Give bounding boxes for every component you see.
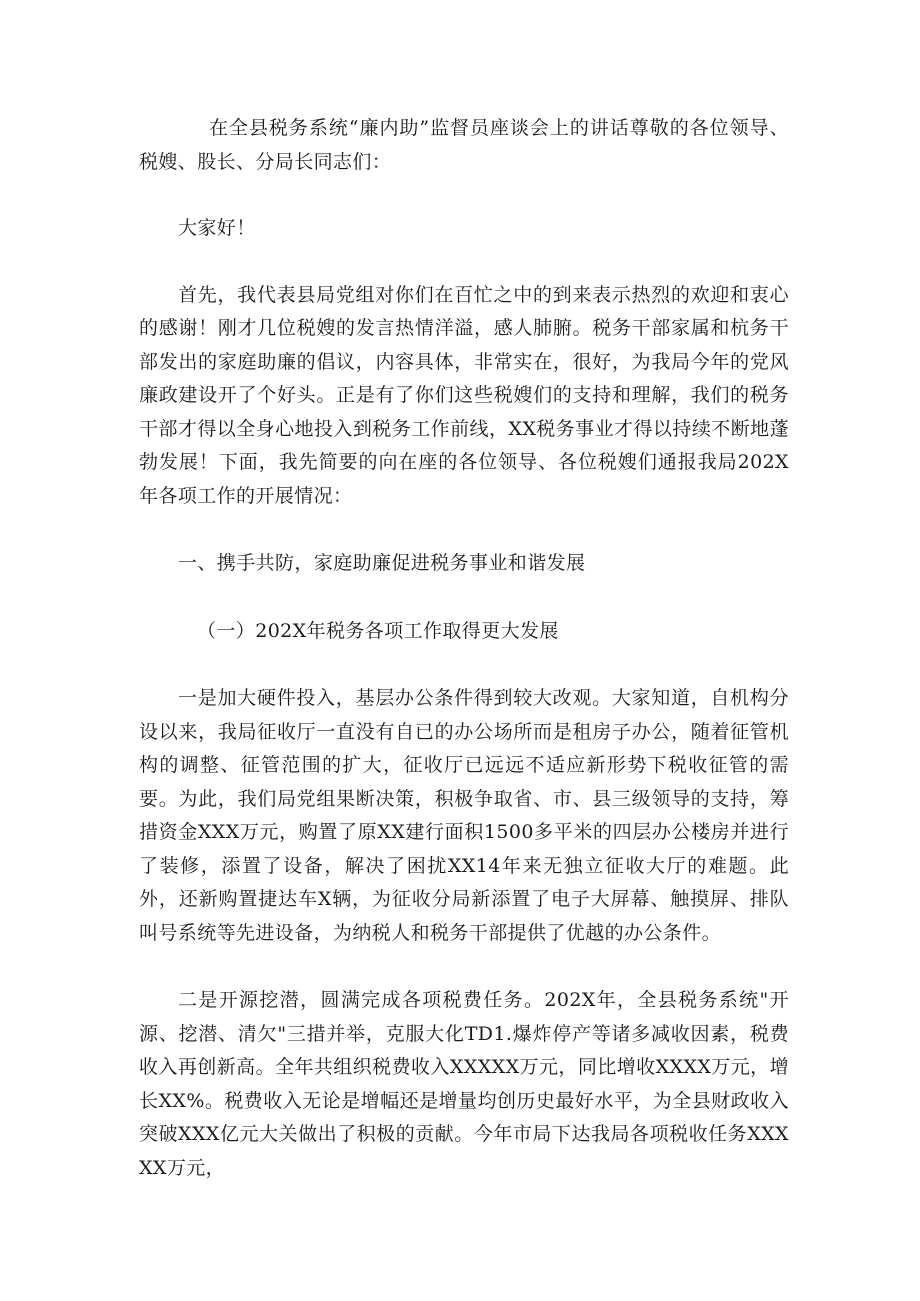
paragraph-item-one: 一是加大硬件投入，基层办公条件得到较大改观。大家知道，自机构分设以来，我局征收厅一直没有自已的办公场所而是租房子办公，随着征管机构的调整、征管范围的扩大，征收厅已远远不适应新形势下税收征管的需要。为此，我们局党组果断决策，积极争取省、市、县三级领导的支持，筹措资金XXX万元，购置了原XX建行面积1500多平米的四层办公楼房并进行了装修，添置了设备，解决了困扰XX14年来无独立征收大厅的难题。此外，还新购置捷达车X辆，为征收分局新添置了电子大屏幕、触摸屏、排队叫号系统等先进设备，为纳税人和税务干部提供了优越的办公条件。: [139, 687, 789, 944]
greeting: 大家好！: [178, 217, 256, 239]
section-heading-1: 一、携手共防，家庭助廉促进税务事业和谐发展: [178, 552, 586, 574]
subsection-heading-1: （一）202X年税务各项工作取得更大发展: [197, 619, 559, 642]
paragraph-item-two: 二是开源挖潜，圆满完成各项税费任务。202X年，全县税务系统"开源、挖潜、清欠"三措并举，克服大化TD1.爆炸停产等诸多减收因素，税费收入再创新高。全年共组织税费收入XXXXX万元，同比增收XXXX万元，增长XX%。税费收入无论是增幅还是增量均创历史最好水平，为全县财政收入突破XXX亿元大关做出了积极的贡献。今年市局下达我局各项税收任务XXXXX万元，: [139, 989, 789, 1179]
intro-paragraph: 首先，我代表县局党组对你们在百忙之中的到来表示热烈的欢迎和衷心的感谢！刚才几位税嫂的发言热情洋溢，感人肺腑。税务干部家属和杭务干部发出的家庭助廉的倡议，内容具体，非常实在，很好，为我局今年的党风廉政建设开了个好头。正是有了你们这些税嫂们的支持和理解，我们的税务干部才得以全身心地投入到税务工作前线，XX税务事业才得以持续不断地蓬勃发展！下面，我先简要的向在座的各位领导、各位税嫂们通报我局202X年各项工作的开展情况：: [139, 283, 789, 507]
document-body: [139, 112, 789, 1185]
speech-title-and-salutation: 在全县税务系统“廉内助”监督员座谈会上的讲话尊敬的各位领导、税嫂、股长、分局长同志们：: [139, 117, 789, 173]
